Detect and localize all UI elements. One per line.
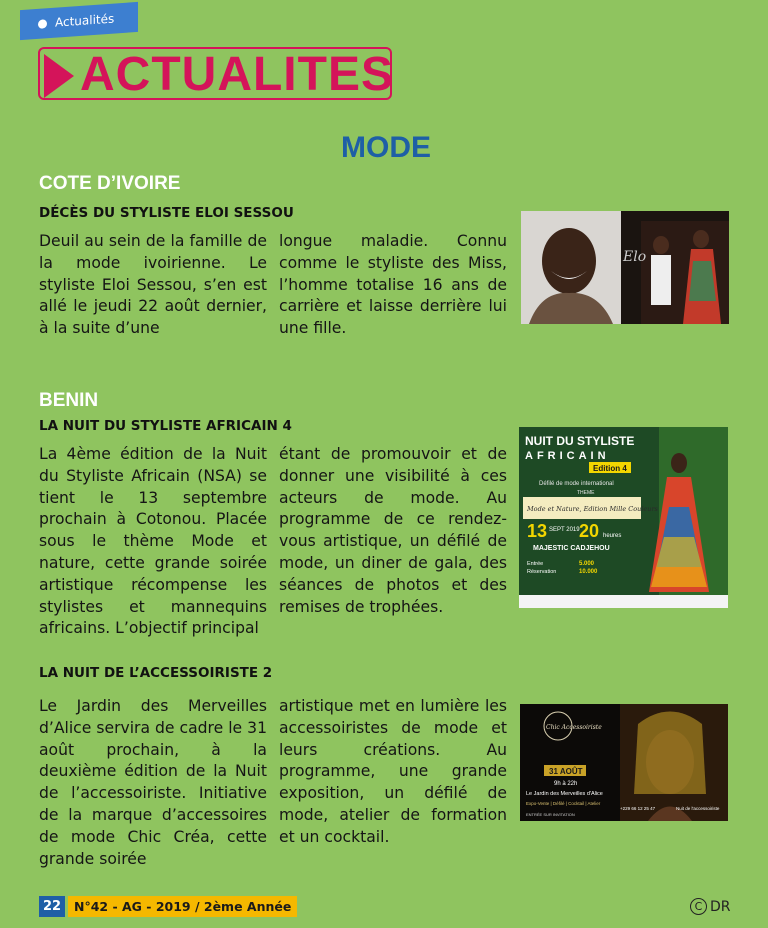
article2-country: BENIN (39, 390, 99, 411)
play-triangle-icon (44, 54, 74, 98)
poster-entry-price: 5.000 (579, 561, 595, 567)
poster-hour: 20 (579, 521, 600, 541)
photo-credit (690, 898, 731, 915)
poster-reservation-label: Réservation (527, 569, 557, 575)
article1-photo (521, 211, 729, 324)
article3-headline: LA NUIT DE L’ACCESSOIRISTE 2 (39, 665, 273, 681)
section-tag-label: Actualités (55, 11, 115, 30)
poster-program: Expo-Vente | Défilé | Cocktail | Atelier (526, 801, 601, 806)
poster-month: SEPT 2019 (549, 527, 580, 533)
nsa-poster (519, 427, 728, 608)
poster-phone: +229 66 12 25 47 (620, 806, 656, 811)
accessoiriste-poster (520, 704, 728, 821)
article3-poster (520, 704, 728, 821)
poster-event-name: Nuit de l'accessoiriste (676, 806, 720, 811)
article2-col1: La 4ème édition de la Nuit du Styliste Africain (NSA) se tient le 13 septembre prochain à Cotonou. Placée sous le thème Mode et nature, cette grande soirée artistique récompense les stylistes et mannequins africains. L’objectif principal (39, 445, 267, 638)
poster-theme-label: THEME (577, 490, 595, 496)
poster-title-1: NUIT DU STYLISTE (525, 434, 635, 448)
stylist-portrait-illustration (521, 211, 729, 324)
article1-country: COTE D’IVOIRE (39, 173, 181, 194)
photo-backdrop-text: Elo (623, 249, 647, 265)
article2-col2: étant de promouvoir et de donner une visibilité à ces acteurs de mode. Au programme de ce rendez-vous artistique, un défilé de mode, un diner de gala, des séances de photos et des remises de trophées. (279, 445, 507, 616)
credit-label: DR (710, 898, 731, 915)
article1-col2: longue maladie. Connu comme le styliste des Miss, l’homme totalise 16 ans de carrière et laisse derrière lui une fille. (279, 232, 507, 338)
poster-title-2: AFRICAIN (525, 450, 610, 462)
issue-info: N°42 - AG - 2019 / 2ème Année (68, 896, 297, 917)
page-banner (38, 47, 392, 100)
poster-subtitle: Défilé de mode international (539, 481, 614, 487)
article2-headline: LA NUIT DU STYLISTE AFRICAIN 4 (39, 418, 292, 434)
poster-edition: Edition 4 (593, 464, 627, 473)
poster-time: 9h à 22h (554, 781, 578, 787)
page-number: 22 (39, 896, 65, 917)
poster-venue-3: Le Jardin des Merveilles d'Alice (526, 791, 603, 797)
rubric-title: MODE (341, 131, 431, 164)
poster-date: 31 AOÛT (549, 767, 583, 776)
poster-entry-label: Entrée (527, 561, 544, 567)
section-tag (20, 2, 138, 40)
article1-col1: Deuil au sein de la famille de la mode ivoirienne. Le styliste Eloi Sessou, s’en est allé le jeudi 22 août dernier, à la suite d’une (39, 232, 267, 338)
banner-title: ACTUALITES (80, 48, 394, 101)
poster-hour-unit: heures (603, 533, 622, 539)
bullet-icon (38, 19, 47, 29)
poster-theme: Mode et Nature, Edition Mille Couleurs (527, 505, 658, 513)
poster-venue: MAJESTIC CADJEHOU (533, 545, 610, 552)
copyright-icon: C (690, 898, 707, 915)
article3-col2: artistique met en lumière les accessoiristes de mode et leurs créations. Au programme, une grande exposition, un défilé de mode, atelier de formation et un cocktail. (279, 697, 507, 846)
article1-headline: DÉCÈS DU STYLISTE ELOI SESSOU (39, 205, 294, 221)
poster-entry-invite: ENTRÉE SUR INVITATION (526, 812, 575, 817)
poster-day: 13 (527, 521, 548, 541)
poster-reservation-price: 10.000 (579, 569, 598, 575)
poster-brand: Chic Accessoiriste (546, 724, 602, 731)
article2-poster (519, 427, 728, 608)
article3-col1: Le Jardin des Merveilles d’Alice servira de cadre le 31 août prochain, à la deuxième édition de la Nuit de l’accessoiriste. Initiative de la marque d’accessoires de mode Chic Créa, cette grande soirée (39, 697, 267, 868)
